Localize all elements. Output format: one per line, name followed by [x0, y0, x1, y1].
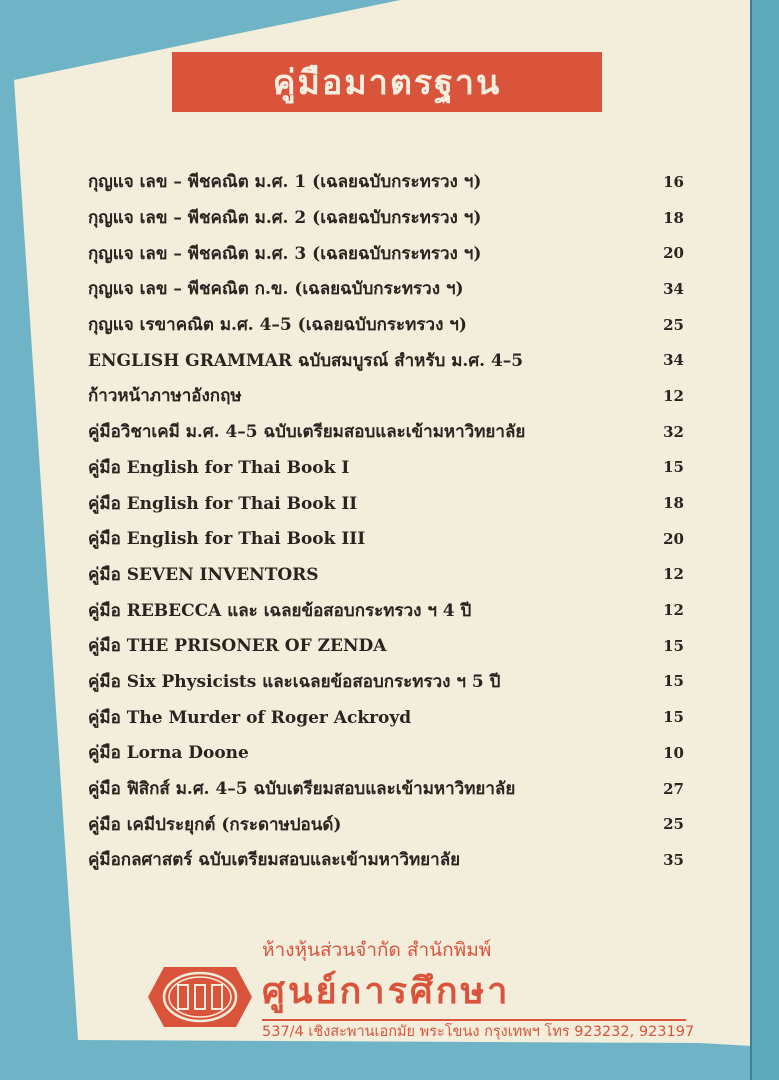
book-list-item — [88, 200, 684, 236]
book-list-item — [88, 450, 684, 486]
book-list-item — [88, 414, 684, 450]
book-title: กุญแจ เลข – พีชคณิต ม.ศ. 2 (เฉลยฉบับกระทรวง ฯ) — [88, 208, 482, 229]
book-title: คู่มือ English for Thai Book I — [88, 457, 350, 478]
book-title: คู่มือ English for Thai Book III — [88, 529, 366, 550]
book-title: คู่มือวิชาเคมี ม.ศ. 4–5 ฉบับเตรียมสอบและเข้ามหาวิทยาลัย — [88, 422, 526, 443]
book-list-item — [88, 842, 684, 878]
book-list-item — [88, 342, 684, 378]
book-price: 12 — [663, 565, 684, 584]
book-title: คู่มือ REBECCA และ เฉลยข้อสอบกระทรวง ฯ 4 ปี — [88, 600, 472, 621]
book-list-item — [88, 806, 684, 842]
book-title: ก้าวหน้าภาษาอังกฤษ — [88, 386, 242, 407]
page-title: คู่มือมาตรฐาน — [172, 52, 602, 112]
book-title: คู่มือกลศาสตร์ ฉบับเตรียมสอบและเข้ามหาวิทยาลัย — [88, 850, 461, 871]
book-list-item — [88, 664, 684, 700]
book-title: คู่มือ The Murder of Roger Ackroyd — [88, 707, 412, 728]
book-title: คู่มือ SEVEN INVENTORS — [88, 564, 319, 585]
book-title: คู่มือ THE PRISONER OF ZENDA — [88, 636, 387, 657]
book-list-item — [88, 771, 684, 807]
book-title: กุญแจ เรขาคณิต ม.ศ. 4–5 (เฉลยฉบับกระทรวง ฯ) — [88, 315, 467, 336]
book-list-item — [88, 485, 684, 521]
book-price: 35 — [663, 850, 684, 869]
book-title: คู่มือ Lorna Doone — [88, 743, 249, 764]
book-price: 25 — [663, 815, 684, 834]
book-price: 15 — [663, 458, 684, 477]
publisher-address: 537/4 เชิงสะพานเอกมัย พระโขนง กรุงเทพฯ โทร 923232, 923197 — [262, 1024, 695, 1040]
book-price: 27 — [663, 779, 684, 798]
book-title: คู่มือ ฟิสิกส์ ม.ศ. 4–5 ฉบับเตรียมสอบและเข้ามหาวิทยาลัย — [88, 779, 516, 800]
book-title: คู่มือ เคมีประยุกต์ (กระดาษปอนด์) — [88, 814, 342, 835]
book-price: 15 — [663, 636, 684, 655]
book-list-item — [88, 628, 684, 664]
book-list-item — [88, 164, 684, 200]
book-price: 20 — [663, 529, 684, 548]
book-list-item — [88, 521, 684, 557]
book-title: ENGLISH GRAMMAR ฉบับสมบูรณ์ สำหรับ ม.ศ. 4–5 — [88, 350, 524, 371]
publisher-type: ห้างหุ้นส่วนจำกัด สำนักพิมพ์ — [262, 939, 492, 961]
book-price: 20 — [663, 244, 684, 263]
book-price: 34 — [663, 279, 684, 298]
book-list-item — [88, 235, 684, 271]
book-list-item — [88, 735, 684, 771]
book-list-item — [88, 307, 684, 343]
publisher-logo — [146, 965, 254, 1029]
book-title: กุญแจ เลข – พีชคณิต ก.ข. (เฉลยฉบับกระทรวง ฯ) — [88, 279, 464, 300]
book-price: 16 — [663, 172, 684, 191]
book-price: 32 — [663, 422, 684, 441]
book-title: คู่มือ Six Physicists และเฉลยข้อสอบกระทรวง ฯ 5 ปี — [88, 671, 501, 692]
book-title: กุญแจ เลข – พีชคณิต ม.ศ. 1 (เฉลยฉบับกระทรวง ฯ) — [88, 172, 482, 193]
book-list-item — [88, 699, 684, 735]
book-list — [88, 164, 684, 878]
book-title: คู่มือ English for Thai Book II — [88, 493, 358, 514]
book-list-item — [88, 557, 684, 593]
book-list-item — [88, 378, 684, 414]
book-price: 12 — [663, 386, 684, 405]
book-list-item — [88, 271, 684, 307]
book-title: กุญแจ เลข – พีชคณิต ม.ศ. 3 (เฉลยฉบับกระทรวง ฯ) — [88, 243, 482, 264]
publisher-name: ศูนย์การศึกษา — [262, 962, 686, 1021]
book-price: 18 — [663, 208, 684, 227]
book-price: 15 — [663, 672, 684, 691]
spine-edge — [750, 0, 779, 1080]
book-price: 15 — [663, 708, 684, 727]
book-price: 12 — [663, 601, 684, 620]
book-price: 25 — [663, 315, 684, 334]
book-price: 18 — [663, 494, 684, 513]
book-list-item — [88, 592, 684, 628]
book-price: 34 — [663, 351, 684, 370]
book-price: 10 — [663, 743, 684, 762]
